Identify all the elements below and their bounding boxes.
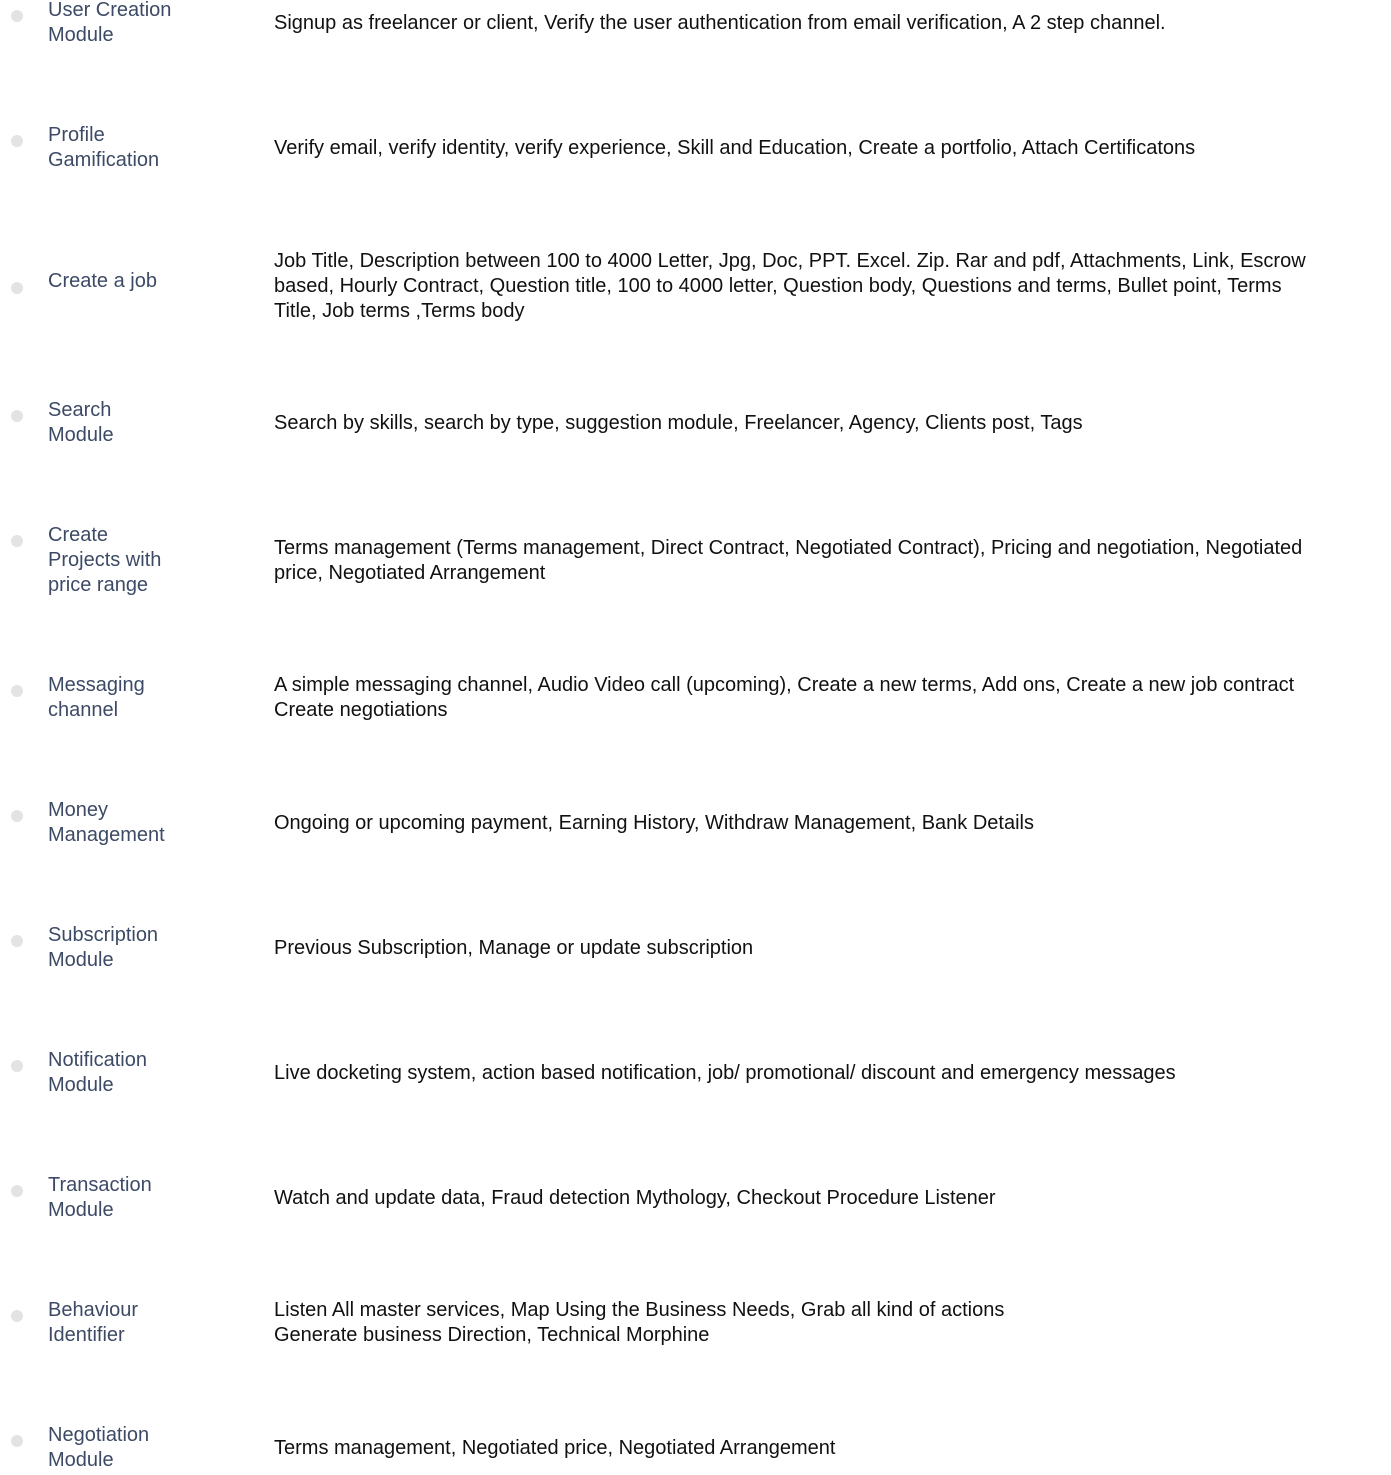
module-description: Live docketing system, action based notification, job/ promotional/ discount and emergency messages <box>274 1062 1176 1084</box>
module-name: Transaction Module <box>48 1174 152 1221</box>
bullet-icon <box>11 282 23 294</box>
module-name: Create Projects with price range <box>48 524 162 596</box>
bullet-icon <box>11 685 23 697</box>
module-row <box>0 1300 1391 1425</box>
module-row <box>0 800 1391 925</box>
module-name: Notification Module <box>48 1049 147 1096</box>
module-row <box>0 925 1391 1050</box>
module-description: Previous Subscription, Manage or update subscription <box>274 937 754 959</box>
module-name: Money Management <box>48 799 165 846</box>
module-name: Subscription Module <box>48 924 159 971</box>
module-row <box>0 0 1391 125</box>
module-name: Negotiation Module <box>48 1424 150 1471</box>
bullet-icon <box>11 1060 23 1072</box>
module-row <box>0 1050 1391 1175</box>
module-description: A simple messaging channel, Audio Video call (upcoming), Create a new terms, Add ons, Create a new job contract Create negotiations <box>274 674 1295 721</box>
module-name: User Creation Module <box>48 0 172 46</box>
module-name: Create a job <box>48 270 157 292</box>
bullet-icon <box>11 135 23 147</box>
module-row <box>0 675 1391 800</box>
module-description: Ongoing or upcoming payment, Earning History, Withdraw Management, Bank Details <box>274 812 1034 834</box>
bullet-icon <box>11 10 23 22</box>
module-name: Profile Gamification <box>48 124 160 171</box>
bullet-icon <box>11 1185 23 1197</box>
module-description: Terms management, Negotiated price, Negotiated Arrangement <box>274 1437 836 1459</box>
module-name: Search Module <box>48 399 114 446</box>
bullet-icon <box>11 935 23 947</box>
bullet-icon <box>11 1435 23 1447</box>
module-row <box>0 400 1391 525</box>
module-description: Terms management (Terms management, Direct Contract, Negotiated Contract), Pricing and negotiation, Negotiated price, Negotiated Arrangement <box>274 537 1303 584</box>
bullet-icon <box>11 535 23 547</box>
module-row <box>0 250 1391 375</box>
module-description: Watch and update data, Fraud detection Mythology, Checkout Procedure Listener <box>274 1187 996 1209</box>
module-row <box>0 1175 1391 1300</box>
module-row <box>0 525 1391 650</box>
module-description: Job Title, Description between 100 to 4000 Letter, Jpg, Doc, PPT. Excel. Zip. Rar and pdf, Attachments, Link, Escrow based, Hourly Contract, Question title, 100 to 4000 letter, Question body, Questions and terms, Bullet point, Terms Title, Job terms ,Terms body <box>274 250 1306 322</box>
module-description: Verify email, verify identity, verify experience, Skill and Education, Create a portfolio, Attach Certificatons <box>274 137 1196 159</box>
module-name: Behaviour Identifier <box>48 1299 139 1346</box>
bullet-icon <box>11 810 23 822</box>
bullet-icon <box>11 1310 23 1322</box>
module-row <box>0 1425 1391 1475</box>
module-description: Signup as freelancer or client, Verify the user authentication from email verification, A 2 step channel. <box>274 12 1166 34</box>
module-name: Messaging channel <box>48 674 145 721</box>
module-description: Search by skills, search by type, suggestion module, Freelancer, Agency, Clients post, Tags <box>274 412 1083 434</box>
bullet-icon <box>11 410 23 422</box>
module-description: Listen All master services, Map Using the Business Needs, Grab all kind of actions Generate business Direction, Technical Morphine <box>274 1299 1005 1346</box>
module-row <box>0 125 1391 250</box>
